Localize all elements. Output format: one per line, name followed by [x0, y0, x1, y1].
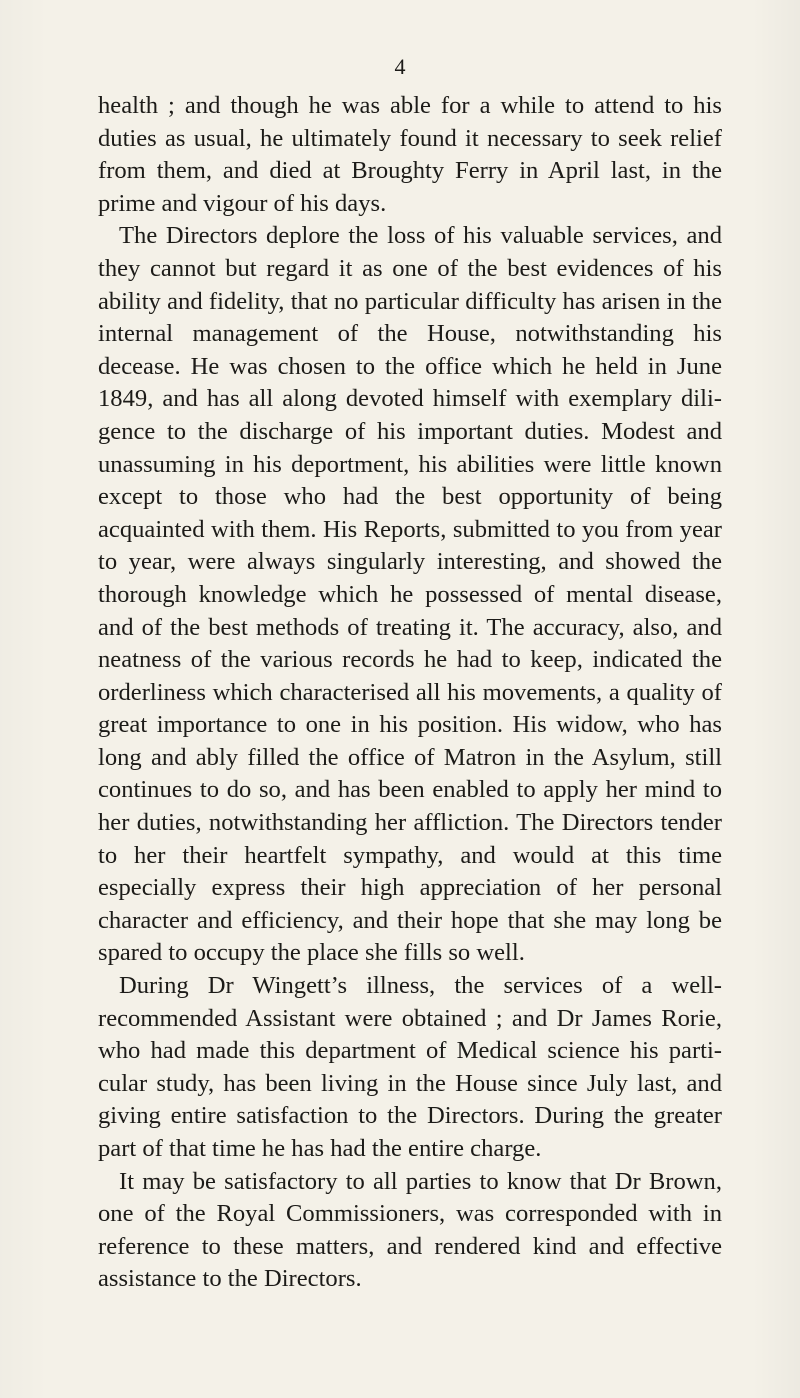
page-number: 4	[394, 54, 406, 79]
paragraph-3: During Dr Wingett’s illness, the services of a well-recommended Assistant were obtained ; and Dr James Rorie, who had made this department of Medical science his parti-cular study, has been living in the House since July last, and giving entire satisfaction to the Directors. During the greater part of that time he has had the entire charge.	[98, 972, 722, 1162]
paragraph-1: health ; and though he was able for a while to attend to his duties as usual, he ultimately found it necessary to seek relief from them, and died at Broughty Ferry in April last, in the prime and vigour of his days.	[98, 92, 722, 217]
paragraph-4: It may be satisfactory to all parties to know that Dr Brown, one of the Royal Commissioners, was corresponded with in reference to these matters, and rendered kind and effective assistance to the Directors.	[98, 1167, 722, 1293]
body-text	[98, 90, 722, 1296]
paragraph-2: The Directors deplore the loss of his valuable services, and they cannot but regard it as one of the best evidences of his ability and fidelity, that no particular difficulty has arisen in the internal management of the House, notwithstanding his decease. He was chosen to the office which he held in June 1849, and has all along devoted himself with exemplary dili-gence to the discharge of his important duties. Modest and unassuming in his deportment, his abilities were little known except to those who had the best opportunity of being acquainted with them. His Reports, submitted to you from year to year, were always singularly interesting, and showed the thorough knowledge which he possessed of mental disease, and of the best methods of treating it. The accuracy, also, and neatness of the various records he had to keep, indicated the orderliness which characterised all his movements, a quality of great importance to one in his position. His widow, who has long and ably filled the office of Matron in the Asylum, still continues to do so, and has been enabled to apply her mind to her duties, notwithstanding her affliction. The Directors tender to her their heartfelt sympathy, and would at this time especially express their high appreciation of her personal character and efficiency, and their hope that she may long be spared to occupy the place she fills so well.	[98, 222, 722, 967]
